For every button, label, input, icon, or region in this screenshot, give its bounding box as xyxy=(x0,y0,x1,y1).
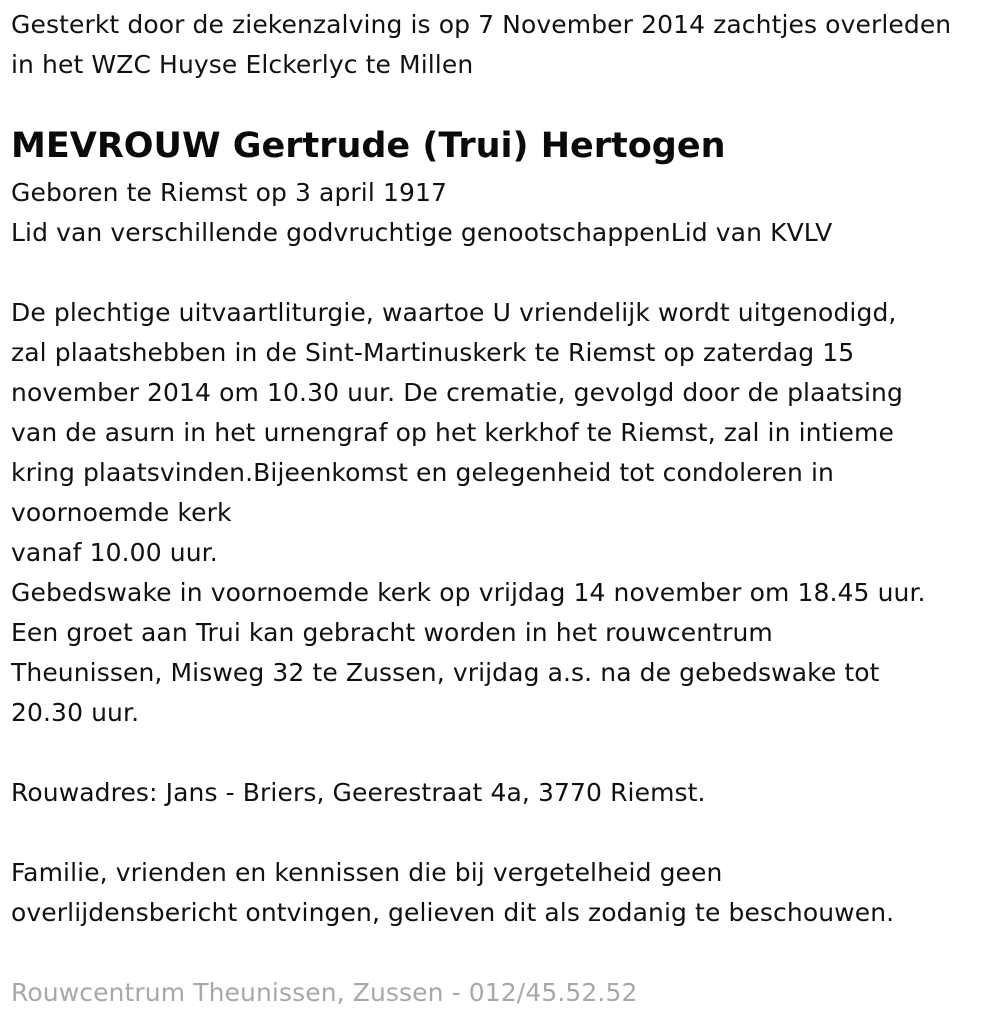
deceased-name: MEVROUW Gertrude (Trui) Hertogen xyxy=(11,126,726,166)
ceremony-line: voornoemde kerk xyxy=(11,498,232,527)
family-line: overlijdensbericht ontvingen, gelieven dit als zodanig te beschouwen. xyxy=(11,898,895,927)
address-line: Rouwadres: Jans - Briers, Geerestraat 4a, 3770 Riemst. xyxy=(11,778,706,807)
ceremony-line: zal plaatshebben in de Sint-Martinuskerk te Riemst op zaterdag 15 xyxy=(11,338,855,367)
funeral-home-footer xyxy=(11,973,637,1013)
ceremony-line: De plechtige uitvaartliturgie, waartoe U vriendelijk wordt uitgenodigd, xyxy=(11,298,897,327)
ceremony-paragraph xyxy=(11,293,926,733)
ceremony-line: november 2014 om 10.30 uur. De crematie, gevolgd door de plaatsing xyxy=(11,378,903,407)
personal-details xyxy=(11,173,832,253)
family-line: Familie, vrienden en kennissen die bij vergetelheid geen xyxy=(11,858,723,887)
ceremony-line: Gebedswake in voornoemde kerk op vrijdag 14 november om 18.45 uur. xyxy=(11,578,926,607)
ceremony-line: 20.30 uur. xyxy=(11,698,140,727)
ceremony-line: vanaf 10.00 uur. xyxy=(11,538,218,567)
footer-line: Rouwcentrum Theunissen, Zussen - 012/45.52.52 xyxy=(11,978,638,1007)
intro-line: Gesterkt door de ziekenzalving is op 7 November 2014 zachtjes overleden xyxy=(11,10,952,39)
intro-paragraph xyxy=(11,5,951,85)
ceremony-line: Theunissen, Misweg 32 te Zussen, vrijdag a.s. na de gebedswake tot xyxy=(11,658,880,687)
membership-line: Lid van verschillende godvruchtige genootschappenLid van KVLV xyxy=(11,218,833,247)
ceremony-line: van de asurn in het urnengraf op het kerkhof te Riemst, zal in intieme xyxy=(11,418,894,447)
family-paragraph xyxy=(11,853,894,933)
ceremony-line: Een groet aan Trui kan gebracht worden in het rouwcentrum xyxy=(11,618,773,647)
mourning-address xyxy=(11,773,706,813)
ceremony-line: kring plaatsvinden.Bijeenkomst en gelegenheid tot condoleren in xyxy=(11,458,834,487)
birth-line: Geboren te Riemst op 3 april 1917 xyxy=(11,178,447,207)
intro-line: in het WZC Huyse Elckerlyc te Millen xyxy=(11,50,474,79)
